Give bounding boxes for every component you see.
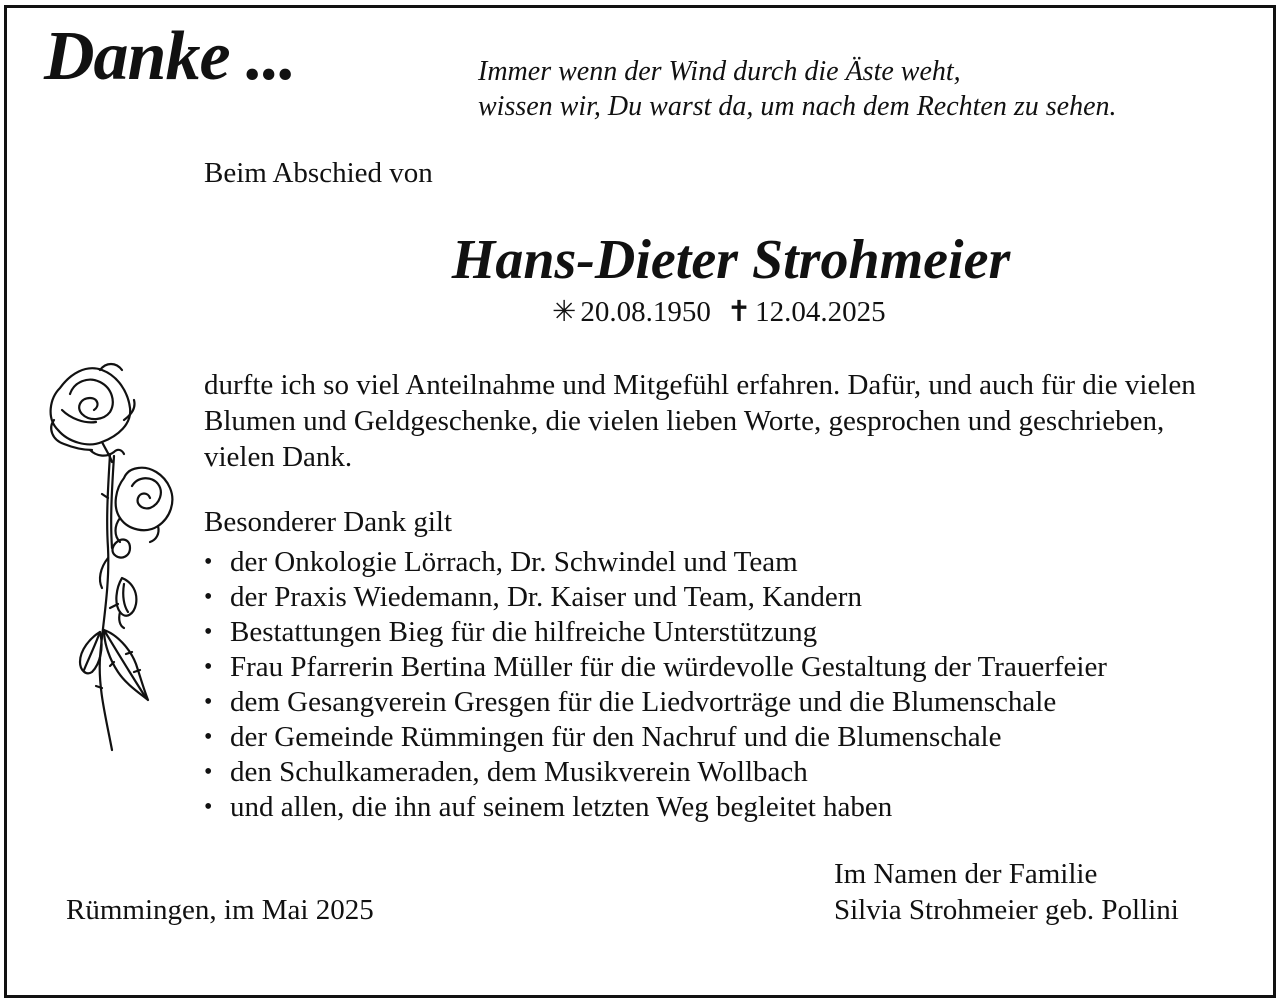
list-item: • Bestattungen Bieg für die hilfreiche Unterstützung <box>204 615 1107 650</box>
birth-star-icon: ✳ <box>552 296 577 328</box>
place-date: Rümmingen, im Mai 2025 <box>66 894 374 926</box>
death-cross-icon: ✝ <box>726 296 752 328</box>
signature-intro: Im Namen der Familie <box>834 858 1098 890</box>
intro-text: Beim Abschied von <box>204 157 433 189</box>
list-item: • der Gemeinde Rümmingen für den Nachruf und die Blumenschale <box>204 720 1107 755</box>
thanks-list <box>204 545 1107 825</box>
body-text: durfte ich so viel Anteilnahme und Mitgefühl erfahren. Dafür, und auch für die vielen Blumen und Geldgeschenke, die vielen lieben Worte, gesprochen und geschrieben, vielen Dank. <box>204 369 1196 473</box>
signature-name: Silvia Strohmeier geb. Pollini <box>834 894 1179 926</box>
list-item: • der Praxis Wiedemann, Dr. Kaiser und Team, Kandern <box>204 580 1107 615</box>
life-dates <box>552 298 886 327</box>
heading-danke: Danke ... <box>44 18 296 95</box>
poem-line-2: wissen wir, Du warst da, um nach dem Rechten zu sehen. <box>478 91 1117 122</box>
birth-date: 20.08.1950 <box>580 296 711 328</box>
poem <box>478 54 1117 124</box>
list-item: • den Schulkameraden, dem Musikverein Wollbach <box>204 755 1107 790</box>
rose-icon <box>40 358 180 758</box>
obituary-border <box>4 5 1276 998</box>
list-item: • Frau Pfarrerin Bertina Müller für die würdevolle Gestaltung der Trauerfeier <box>204 650 1107 685</box>
list-item: • dem Gesangverein Gresgen für die Liedvorträge und die Blumenschale <box>204 685 1107 720</box>
poem-line-1: Immer wenn der Wind durch die Äste weht, <box>478 56 961 87</box>
thanks-heading: Besonderer Dank gilt <box>204 506 453 538</box>
death-date: 12.04.2025 <box>755 296 886 328</box>
list-item: • und allen, die ihn auf seinem letzten Weg begleitet haben <box>204 790 1107 825</box>
deceased-name: Hans-Dieter Strohmeier <box>451 229 1011 291</box>
list-item: • der Onkologie Lörrach, Dr. Schwindel und Team <box>204 545 1107 580</box>
